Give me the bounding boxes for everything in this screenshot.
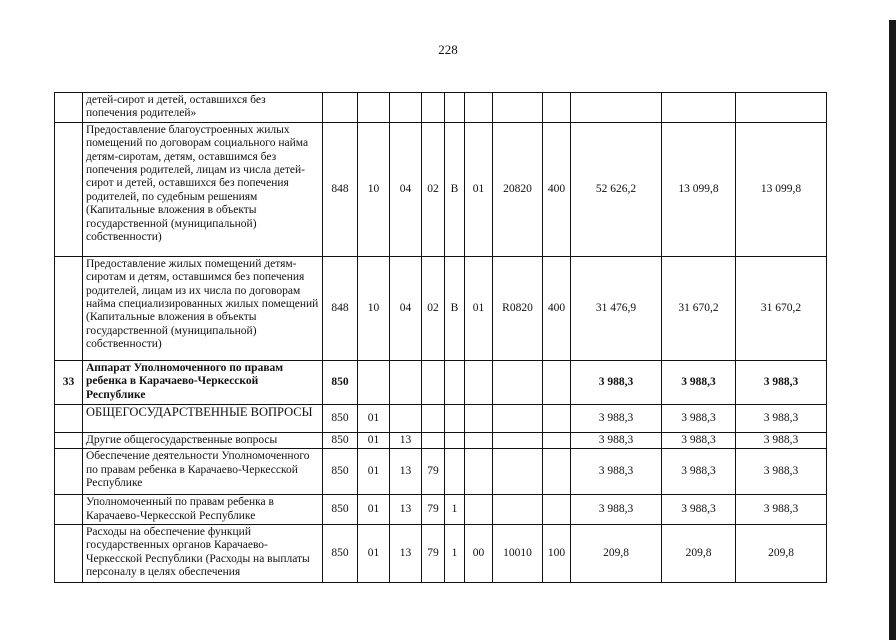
amount-year3-cell: 3 988,3 [736, 432, 827, 448]
ministry-code-cell: 850 [323, 432, 358, 448]
subprogram-code-cell [445, 449, 465, 495]
amount-year3-cell: 3 988,3 [736, 449, 827, 495]
amount-year1-cell: 3 988,3 [571, 495, 662, 525]
subprogram-code-cell [445, 93, 465, 123]
expense-type-cell: 400 [543, 256, 571, 360]
table-row [55, 495, 827, 525]
amount-year1-cell: 209,8 [571, 525, 662, 583]
budget-table [54, 92, 827, 583]
amount-year2-cell: 3 988,3 [662, 432, 736, 448]
table-row [55, 449, 827, 495]
row-number-cell [55, 93, 83, 123]
direction-code-cell [493, 404, 543, 432]
row-number-cell [55, 449, 83, 495]
amount-year1-cell: 52 626,2 [571, 122, 662, 256]
amount-year1-cell: 3 988,3 [571, 449, 662, 495]
section-code-cell: 10 [358, 122, 390, 256]
subsection-code-cell: 13 [390, 495, 422, 525]
amount-year3-cell [736, 93, 827, 123]
subsection-code-cell: 13 [390, 449, 422, 495]
subsection-code-cell [390, 93, 422, 123]
amount-year2-cell: 31 670,2 [662, 256, 736, 360]
table-row [55, 525, 827, 583]
description-cell: Предоставление жилых помещений детям-сиротам и детям, оставшимся без попечения родителей, лицам из их числа по договорам найма специализированных жилых помещений (Капитальные вложения в объекты государственной (муниципальной) собственности) [83, 256, 323, 360]
amount-year3-cell: 3 988,3 [736, 404, 827, 432]
ministry-code-cell: 848 [323, 256, 358, 360]
ministry-code-cell: 850 [323, 360, 358, 404]
scan-edge [889, 20, 896, 640]
table-row [55, 256, 827, 360]
amount-year1-cell: 3 988,3 [571, 360, 662, 404]
description-cell: Аппарат Уполномоченного по правам ребенка в Карачаево-Черкесской Республике [83, 360, 323, 404]
subprogram-code-cell: В [445, 122, 465, 256]
program-code-cell: 79 [422, 525, 445, 583]
subprogram-code-cell [445, 360, 465, 404]
ministry-code-cell: 850 [323, 525, 358, 583]
amount-year3-cell: 3 988,3 [736, 495, 827, 525]
table-row [55, 404, 827, 432]
amount-year2-cell: 3 988,3 [662, 360, 736, 404]
section-code-cell: 01 [358, 525, 390, 583]
expense-type-cell [543, 93, 571, 123]
subprogram-code-cell: В [445, 256, 465, 360]
row-number-cell [55, 525, 83, 583]
amount-year1-cell: 3 988,3 [571, 432, 662, 448]
description-cell: ОБЩЕГОСУДАРСТВЕННЫЕ ВОПРОСЫ [83, 404, 323, 432]
section-code-cell: 01 [358, 404, 390, 432]
row-number-cell [55, 495, 83, 525]
amount-year3-cell: 209,8 [736, 525, 827, 583]
amount-year2-cell: 209,8 [662, 525, 736, 583]
description-cell: Расходы на обеспечение функций государственных органов Карачаево-Черкесской Республики (Расходы на выплаты персоналу в целях обеспечения [83, 525, 323, 583]
expense-type-cell [543, 432, 571, 448]
amount-year2-cell: 13 099,8 [662, 122, 736, 256]
direction-code-cell [493, 432, 543, 448]
program-code-cell [422, 93, 445, 123]
amount-year2-cell: 3 988,3 [662, 495, 736, 525]
ministry-code-cell [323, 93, 358, 123]
amount-year1-cell [571, 93, 662, 123]
program-code-cell [422, 404, 445, 432]
amount-year2-cell: 3 988,3 [662, 449, 736, 495]
direction-code-cell: 10010 [493, 525, 543, 583]
section-code-cell: 01 [358, 432, 390, 448]
subprogram-code-cell: 1 [445, 495, 465, 525]
event-code-cell: 01 [465, 256, 493, 360]
program-code-cell [422, 432, 445, 448]
section-code-cell: 01 [358, 495, 390, 525]
section-code-cell: 01 [358, 449, 390, 495]
table-row [55, 432, 827, 448]
event-code-cell [465, 432, 493, 448]
subprogram-code-cell [445, 432, 465, 448]
description-cell: детей-сирот и детей, оставшихся без попечения родителей» [83, 93, 323, 123]
expense-type-cell [543, 449, 571, 495]
amount-year2-cell: 3 988,3 [662, 404, 736, 432]
program-code-cell: 02 [422, 256, 445, 360]
table-row [55, 360, 827, 404]
amount-year1-cell: 31 476,9 [571, 256, 662, 360]
row-number-cell [55, 122, 83, 256]
description-cell: Уполномоченный по правам ребенка в Карачаево-Черкесской Республике [83, 495, 323, 525]
description-cell: Обеспечение деятельности Уполномоченного по правам ребенка в Карачаево-Черкесской Республике [83, 449, 323, 495]
amount-year3-cell: 31 670,2 [736, 256, 827, 360]
event-code-cell [465, 449, 493, 495]
expense-type-cell [543, 495, 571, 525]
budget-table-body [55, 93, 827, 583]
direction-code-cell [493, 360, 543, 404]
program-code-cell: 79 [422, 495, 445, 525]
direction-code-cell: 20820 [493, 122, 543, 256]
program-code-cell [422, 360, 445, 404]
row-number-cell [55, 404, 83, 432]
event-code-cell [465, 404, 493, 432]
subsection-code-cell: 13 [390, 525, 422, 583]
event-code-cell: 00 [465, 525, 493, 583]
amount-year3-cell: 13 099,8 [736, 122, 827, 256]
expense-type-cell: 400 [543, 122, 571, 256]
ministry-code-cell: 850 [323, 449, 358, 495]
expense-type-cell [543, 360, 571, 404]
subprogram-code-cell [445, 404, 465, 432]
ministry-code-cell: 848 [323, 122, 358, 256]
section-code-cell: 10 [358, 256, 390, 360]
subsection-code-cell: 04 [390, 256, 422, 360]
direction-code-cell [493, 93, 543, 123]
program-code-cell: 02 [422, 122, 445, 256]
event-code-cell [465, 495, 493, 525]
direction-code-cell [493, 449, 543, 495]
section-code-cell [358, 93, 390, 123]
section-code-cell [358, 360, 390, 404]
row-number-cell [55, 432, 83, 448]
ministry-code-cell: 850 [323, 404, 358, 432]
subsection-code-cell [390, 404, 422, 432]
description-cell: Предоставление благоустроенных жилых помещений по договорам социального найма детям-сиротам, детям, оставшимся без попечения родителей, лицам из числа детей-сирот и детей, оставшихся без попечения родителей, по судебным решениям (Капитальные вложения в объекты государственной (муниципальной) собственности) [83, 122, 323, 256]
ministry-code-cell: 850 [323, 495, 358, 525]
description-cell: Другие общегосударственные вопросы [83, 432, 323, 448]
subsection-code-cell: 13 [390, 432, 422, 448]
amount-year3-cell: 3 988,3 [736, 360, 827, 404]
direction-code-cell: R0820 [493, 256, 543, 360]
event-code-cell: 01 [465, 122, 493, 256]
table-row [55, 122, 827, 256]
expense-type-cell [543, 404, 571, 432]
expense-type-cell: 100 [543, 525, 571, 583]
subsection-code-cell: 04 [390, 122, 422, 256]
direction-code-cell [493, 495, 543, 525]
program-code-cell: 79 [422, 449, 445, 495]
row-number-cell: 33 [55, 360, 83, 404]
table-row [55, 93, 827, 123]
page-number: 228 [438, 42, 458, 57]
row-number-cell [55, 256, 83, 360]
subsection-code-cell [390, 360, 422, 404]
subprogram-code-cell: 1 [445, 525, 465, 583]
amount-year1-cell: 3 988,3 [571, 404, 662, 432]
event-code-cell [465, 93, 493, 123]
event-code-cell [465, 360, 493, 404]
amount-year2-cell [662, 93, 736, 123]
